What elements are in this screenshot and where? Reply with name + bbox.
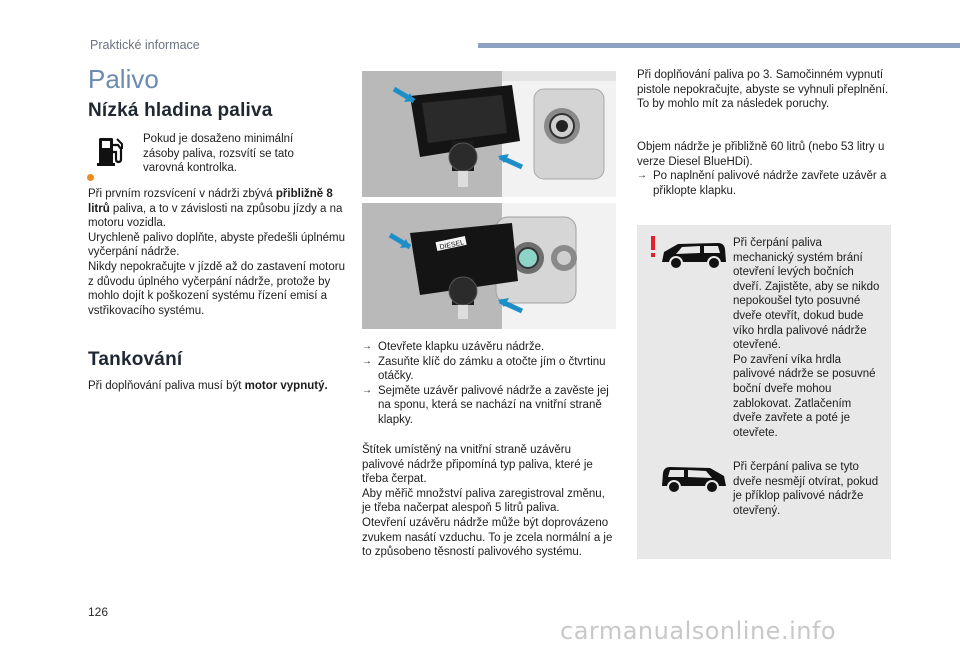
van-side-icon-left — [660, 240, 728, 272]
watermark: carmanualsonline.info — [560, 617, 837, 645]
page-title: Palivo — [88, 64, 159, 94]
page-number: 126 — [88, 605, 109, 619]
refuel-text-b: motor vypnutý. — [244, 380, 328, 392]
low-fuel-body — [88, 187, 350, 318]
step-item-1: → Otevřete klapku uzávěru nádrže. — [362, 340, 612, 355]
overfill-warning-text: Při doplňování paliva po 3. Samočinném vypnutí pistole nepokračujte, abyste se vyhnuli přeplnění. To by mohlo mít za následek poruchy. — [637, 69, 889, 111]
fuel-flap-photo-2 — [362, 203, 616, 329]
diesel-label: DIESEL — [439, 239, 465, 252]
low-fuel-icon-text: Pokud je dosaženo minimální zásoby paliva, rozsvítí se tato varovná kontrolka. — [143, 133, 294, 175]
close-cap-list — [637, 169, 893, 198]
header-bar — [478, 43, 960, 48]
refuel-heading: Tankování — [88, 349, 183, 370]
low-fuel-text-1c: paliva, a to v závislosti na způsobu jízdy a na motoru vozidla. — [88, 202, 343, 230]
note-text-block-1 — [733, 236, 883, 440]
note-text-1: Při čerpání paliva mechanický systém brání otevření levých bočních dveří. Zajistěte, aby se nikdo nepokoušel tyto posuvné dveře otevřít, dokud bude víko hrdla palivové nádrže otevřené. — [733, 237, 880, 352]
refuel-text — [88, 379, 358, 394]
step-item-2: → Zasuňte klíč do zámku a otočte jím o čtvrtinu otáčky. — [362, 355, 612, 384]
label-text-2: Aby měřič množství paliva zaregistroval změnu, je třeba načerpat alespoň 5 litrů paliva. — [362, 487, 605, 515]
warning-indicator-dot — [87, 174, 94, 181]
warning-exclamation-icon — [647, 236, 659, 258]
low-fuel-text-3: Nikdy nepokračujte v jízdě až do zastavení motoru z důvodu úplného vyčerpání nádrže, protože by mohlo dojít k poškození systému řízení emisí a vstřikovacího systému. — [88, 260, 345, 317]
low-fuel-text-2: Urychleně palivo doplňte, abyste předešli úplnému vyčerpání nádrže. — [88, 231, 345, 259]
refuel-text-a: Při doplňování paliva musí být — [88, 380, 245, 392]
van-side-icon-right — [660, 464, 728, 496]
label-text-1: Štítek umístěný na vnitřní straně uzávěru palivové nádrže připomíná typ paliva, které je třeba čerpat. — [362, 444, 593, 486]
fuel-pump-icon — [93, 135, 131, 169]
refuel-steps-list — [362, 340, 612, 428]
step-item-3: → Sejměte uzávěr palivové nádrže a zavěste jej na sponu, která se nachází na vnitřní straně klapky. — [362, 384, 612, 428]
fuel-flap-photo-1 — [362, 71, 616, 197]
label-text-3: Otevření uzávěru nádrže může být doprovázeno zvukem nasátí vzduchu. To je zcela normální a je to způsobeno těsností palivového systému. — [362, 516, 613, 559]
low-fuel-text-1b: přibližně 8 litrů — [88, 188, 333, 215]
low-fuel-text-1a: Při prvním rozsvícení v nádrži zbývá — [88, 188, 276, 200]
low-fuel-heading: Nízká hladina paliva — [88, 100, 273, 121]
section-header: Praktické informace — [90, 38, 200, 52]
label-paragraph — [362, 443, 616, 560]
tank-capacity-value: Objem nádrže je přibližně 60 litrů (nebo 53 litry u verze Diesel BlueHDi). — [637, 141, 885, 168]
close-cap-item: → Po naplnění palivové nádrže zavřete uzávěr a přiklopte klapku. — [637, 169, 893, 198]
note-text-2: Po zavření víka hrdla palivové nádrže se posuvné boční dveře mohou zablokovat. Zatlačením dveře zavřete a poté je otevřete. — [733, 353, 876, 439]
tank-capacity-text — [637, 140, 893, 198]
note-text-3: Při čerpání paliva se tyto dveře nesmějí otvírat, pokud je příklop palivové nádrže otevřený. — [733, 461, 879, 517]
